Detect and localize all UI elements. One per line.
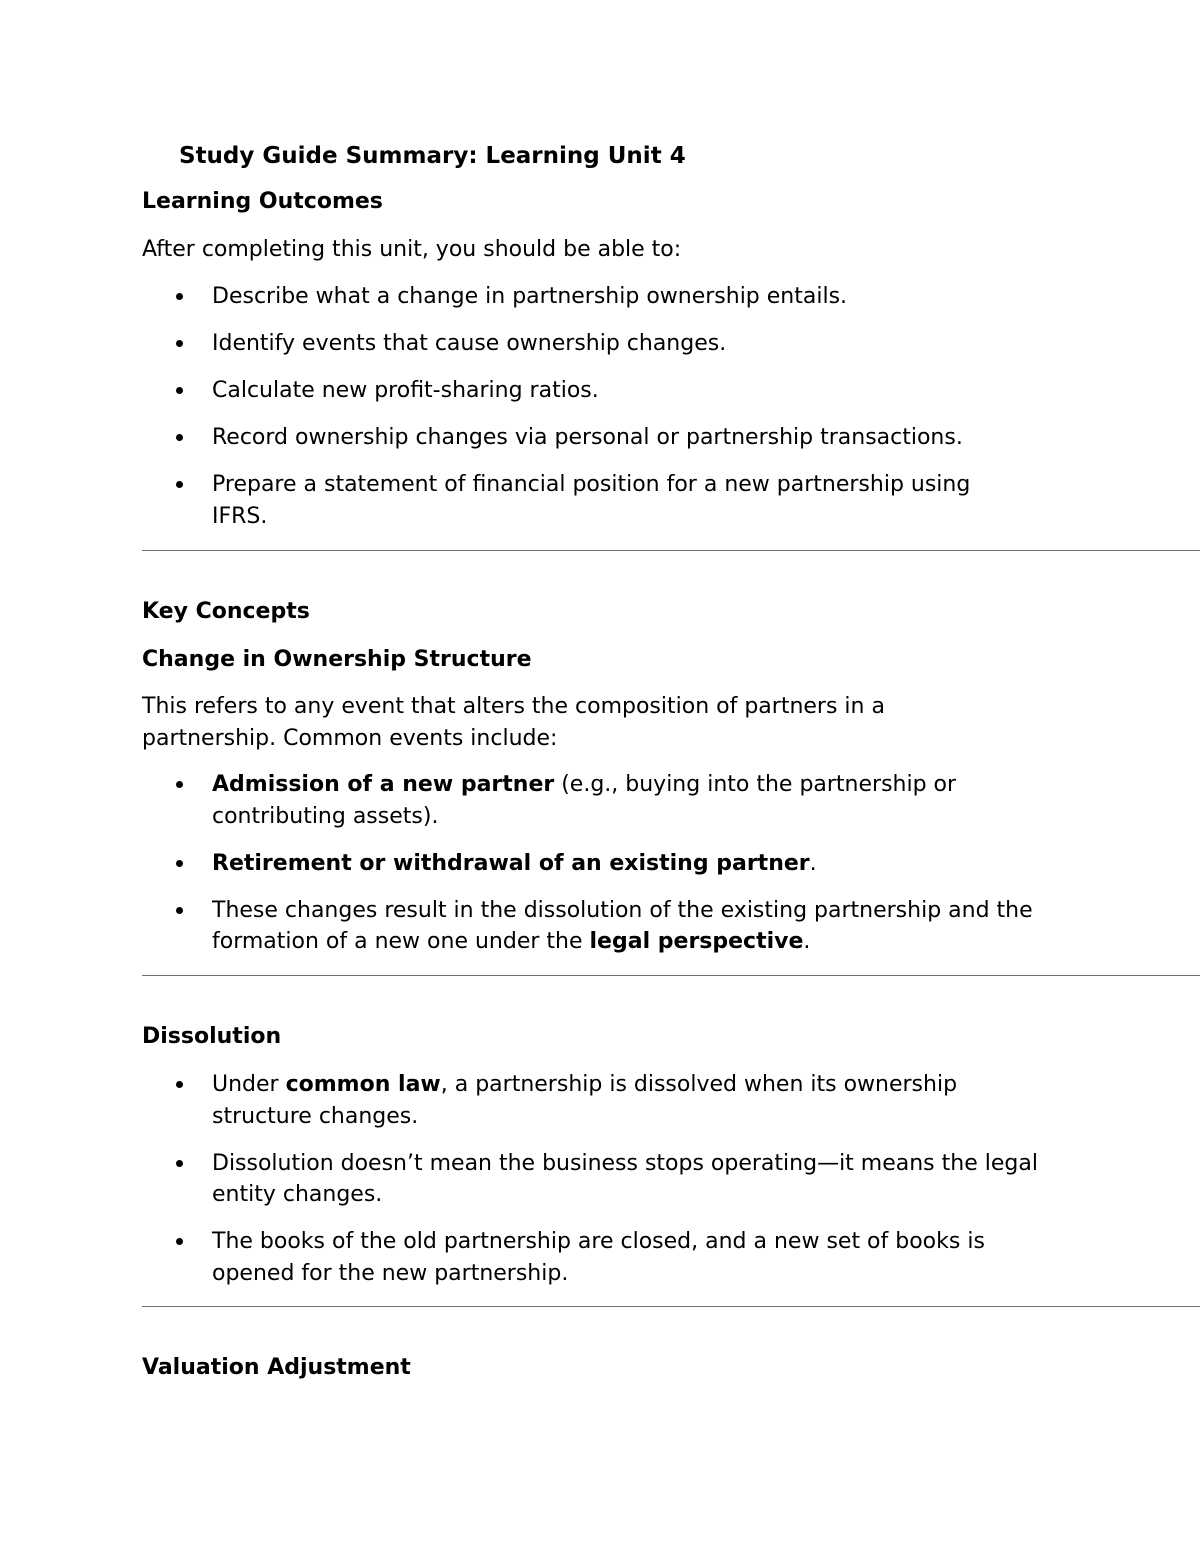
ownership-structure-intro: This refers to any event that alters the composition of partners in a partnership. Common events include: (142, 694, 885, 751)
learning-outcomes-intro: After completing this unit, you should be able to: (142, 237, 682, 262)
list-item (0, 422, 1062, 454)
list-item-bold-text: Admission of a new partner (212, 772, 555, 797)
list-item-text: (e.g., buying into the partnership or contributing assets). (212, 772, 957, 829)
list-item (0, 1226, 1052, 1289)
list-item-text: Prepare a statement of financial position for a new partnership using IFRS. (212, 472, 971, 529)
list-item (0, 1069, 1022, 1132)
list-item-text: Record ownership changes via personal or partnership transactions. (212, 425, 963, 450)
list-item (0, 281, 1062, 313)
list-item-bold-text: common law (285, 1072, 441, 1097)
bullet-icon (176, 781, 183, 788)
list-item-text: Under (212, 1072, 286, 1097)
list-item (0, 769, 1022, 832)
list-item-text: . (809, 850, 817, 876)
section-divider (142, 975, 1200, 976)
list-item (0, 469, 1032, 532)
list-item-text: Describe what a change in partnership ownership entails. (212, 284, 848, 309)
list-item-text: Dissolution doesn’t mean the business stops operating—it means the legal entity changes. (212, 1150, 1038, 1207)
bullet-icon (176, 1081, 183, 1088)
bullet-icon (176, 481, 183, 488)
ownership-events-list (0, 769, 1062, 973)
bullet-icon (176, 434, 183, 441)
list-item (0, 375, 1062, 407)
list-item (0, 895, 1052, 958)
bullet-icon (176, 293, 183, 300)
list-item-text: . (803, 929, 811, 954)
dissolution-heading: Dissolution (142, 1024, 282, 1049)
document-title: Study Guide Summary: Learning Unit 4 (179, 143, 686, 169)
list-item-text: , a partnership is dissolved when its ownership structure changes. (212, 1072, 958, 1129)
list-item (0, 848, 1062, 880)
section-divider (142, 1306, 1200, 1307)
learning-outcomes-list (0, 281, 1062, 548)
section-divider (142, 550, 1200, 551)
valuation-adjustment-heading: Valuation Adjustment (142, 1355, 411, 1380)
bullet-icon (176, 860, 183, 867)
list-item-text: These changes result in the dissolution of the existing partnership and the formation of a new one under the (212, 897, 1033, 954)
list-item-text: Identify events that cause ownership changes. (212, 331, 727, 356)
learning-outcomes-heading: Learning Outcomes (142, 189, 383, 214)
list-item (0, 1148, 1042, 1211)
bullet-icon (176, 1160, 183, 1167)
list-item-bold-text: Retirement or withdrawal of an existing partner (212, 850, 810, 876)
bullet-icon (176, 340, 183, 347)
list-item (0, 328, 1062, 360)
dissolution-list (0, 1069, 1052, 1305)
bullet-icon (176, 1238, 183, 1245)
bullet-icon (176, 907, 183, 914)
list-item-text: Calculate new profit-sharing ratios. (212, 378, 599, 403)
bullet-icon (176, 387, 183, 394)
list-item-bold-text: legal perspective (589, 929, 804, 954)
list-item-text: The books of the old partnership are closed, and a new set of books is opened for the new partnership. (212, 1229, 985, 1286)
key-concepts-heading: Key Concepts (142, 599, 310, 624)
ownership-structure-subheading: Change in Ownership Structure (142, 647, 532, 672)
